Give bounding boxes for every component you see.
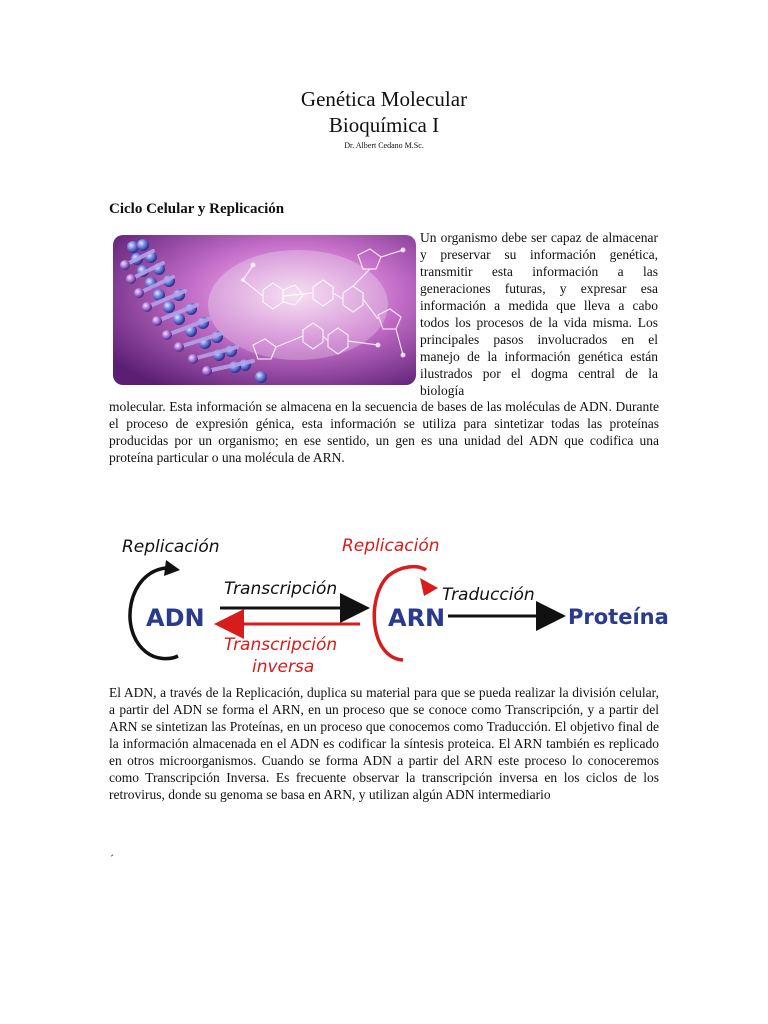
dna-helix-graphic: [113, 235, 416, 385]
protein-label: Proteína: [568, 605, 669, 629]
dna-label: ADN: [146, 604, 205, 632]
reverse-transcription-label-line1: Transcripción: [224, 635, 338, 655]
arrowhead-left-top: [164, 560, 180, 576]
rna-label: ARN: [388, 604, 446, 632]
arrowhead-right: [420, 578, 438, 596]
dna-illustration: [113, 235, 416, 385]
replication-label-left: Replicación: [122, 537, 220, 557]
intro-paragraph-right: Un organismo debe ser capaz de almacenar y preservar su información genética, transmitir esta información a las generaciones futuras, y expresar esa información a medida que lleva a cabo todos los procesos de la vida misma. Los principales pasos involucrados en el manejo de la información genética están ilustrados por el dogma central de la biología: [420, 230, 658, 398]
intro-paragraph-continuation: molecular. Esta información se almacena en la secuencia de bases de las moléculas de ADN. Durante el proceso de expresión génica, esta información se utiliza para sintetizar todas las proteínas producidas por un organismo; en ese sentido, un gen es una unidad del ADN que codifica una proteína particular o una molécula de ARN.: [109, 399, 659, 465]
body-paragraph-2: El ADN, a través de la Replicación, duplica su material para que se pueda realizar la división celular, a partir del ADN se forma el ARN, en un proceso que se conoce como Transcripción, y a partir del ARN se sintetizan las Proteínas, en un proceso que conocemos como Traducción. El objetivo final de la información almacenada en el ADN es codificar la síntesis proteica. El ARN también es replicado en otros microorganismos. Cuando se forma ADN a partir del ARN este proceso lo conoceremos como Transcripción Inversa. Es frecuente observar la transcripción inversa en los ciclos de los retrovirus, donde su genoma se basa en ARN, y utilizan algún ADN intermediario: [109, 685, 659, 802]
reverse-transcription-label-line2: inversa: [252, 657, 315, 677]
central-dogma-diagram: [108, 520, 693, 680]
replication-label-right: Replicación: [342, 536, 440, 556]
document-title: Genética Molecular: [300, 87, 468, 111]
document-subtitle: Bioquímica I: [328, 113, 440, 137]
title-block: [0, 86, 768, 152]
author-line: Dr. Albert Cedano M.Sc.: [344, 141, 424, 150]
stray-accent-mark: ´: [110, 852, 114, 866]
translation-label: Traducción: [442, 585, 535, 605]
section-heading: Ciclo Celular y Replicación: [109, 201, 285, 217]
transcription-label: Transcripción: [224, 579, 338, 599]
